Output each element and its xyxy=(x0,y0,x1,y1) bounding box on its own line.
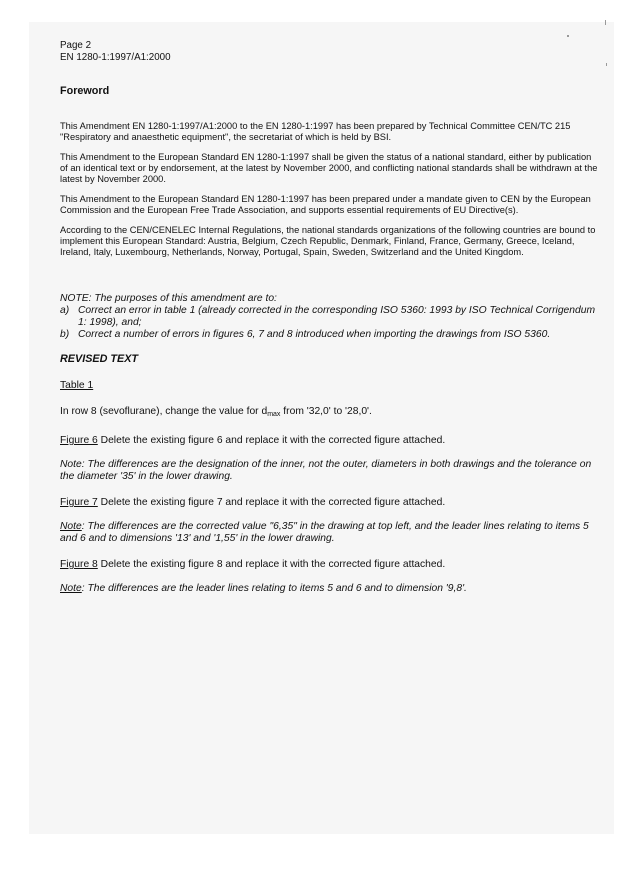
foreword-heading: Foreword xyxy=(60,85,110,97)
figure8-note-text: : The differences are the leader lines relating to items 5 and 6 and to dimension '9,8'. xyxy=(81,583,467,594)
figure6-text: Delete the existing figure 6 and replace it with the corrected figure attached. xyxy=(97,435,446,446)
paragraph: According to the CEN/CENELEC Internal Regulations, the national standards organizations of the following countries are bound to implement this European Standard: Austria, Belgium, Czech Republic, Denmark, Finland, France, Germany, Greece, Iceland, Ireland, Italy, Luxembourg, Netherlands, Norway, Portugal, Spain, Sweden, Switzerland and the United Kingdom. xyxy=(60,225,596,257)
figure8-label: Figure 8 xyxy=(60,559,98,570)
figure6-instruction xyxy=(60,435,600,447)
paragraph: This Amendment to the European Standard EN 1280-1:1997 has been prepared under a mandate given to CEN by the European Commission and the European Free Trade Association, and supports essential requirements of EU Directive(s). xyxy=(60,194,591,215)
table1-heading: Table 1 xyxy=(60,380,94,391)
figure7-text: Delete the existing figure 7 and replace it with the corrected figure attached. xyxy=(97,497,446,508)
figure6-note xyxy=(60,459,600,483)
figure7-instruction xyxy=(60,497,600,509)
figure7-label: Figure 7 xyxy=(60,497,98,508)
scan-mark xyxy=(605,20,606,25)
figure7-note-label: Note xyxy=(60,521,82,532)
note-title: NOTE: The purposes of this amendment are to: xyxy=(60,293,277,304)
revised-text-heading: REVISED TEXT xyxy=(60,353,138,365)
note-item-text: Correct a number of errors in figures 6, 7 and 8 introduced when importing the drawings from ISO 5360. xyxy=(78,329,551,340)
page-number: Page 2 xyxy=(60,40,92,51)
dmax-subscript: max xyxy=(267,411,281,418)
figure8-note xyxy=(60,583,600,595)
note-item-text: Correct an error in table 1 (already corrected in the corresponding ISO 5360: 1993 by ISO Technical Corrigendum 1: 1998), and; xyxy=(78,305,596,328)
note-item-label: b) xyxy=(60,329,70,340)
note-item-label: a) xyxy=(60,305,70,316)
paragraph: This Amendment EN 1280-1:1997/A1:2000 to the EN 1280-1:1997 has been prepared by Technical Committee CEN/TC 215 "Respiratory and anaesthetic equipment", the secretariat of which is held by BSI. xyxy=(60,121,571,142)
figure8-instruction xyxy=(60,559,600,571)
note-item xyxy=(60,329,600,341)
table1-instruction xyxy=(60,406,600,421)
figure7-note xyxy=(60,521,600,545)
document-content xyxy=(60,40,600,595)
figure7-note-text: : The differences are the corrected value "6,35" in the drawing at top left, and the leader lines relating to items 5 and 6 and to dimensions '13' and '1,55' in the lower drawing. xyxy=(60,521,589,544)
note-item xyxy=(60,305,600,329)
scan-mark xyxy=(567,35,569,37)
figure6-label: Figure 6 xyxy=(60,435,98,446)
figure6-note-label: Note: xyxy=(60,459,85,470)
paragraph: This Amendment to the European Standard EN 1280-1:1997 shall be given the status of a national standard, either by publication of an identical text or by endorsement, at the latest by November 2000, and conflicting national standards shall be withdrawn at the latest by November 2000. xyxy=(60,152,598,184)
table1-text-after: from '32,0' to '28,0'. xyxy=(280,406,372,417)
table1-text-before: In row 8 (sevoflurane), change the value for d xyxy=(60,406,268,417)
figure8-text: Delete the existing figure 8 and replace it with the corrected figure attached. xyxy=(97,559,446,570)
figure8-note-label: Note xyxy=(60,583,82,594)
standard-reference: EN 1280-1:1997/A1:2000 xyxy=(60,51,171,63)
scan-mark xyxy=(606,63,607,66)
figure6-note-text: The differences are the designation of the inner, not the outer, diameters in both drawings and the tolerance on the diameter '35' in the lower drawing. xyxy=(60,459,592,482)
